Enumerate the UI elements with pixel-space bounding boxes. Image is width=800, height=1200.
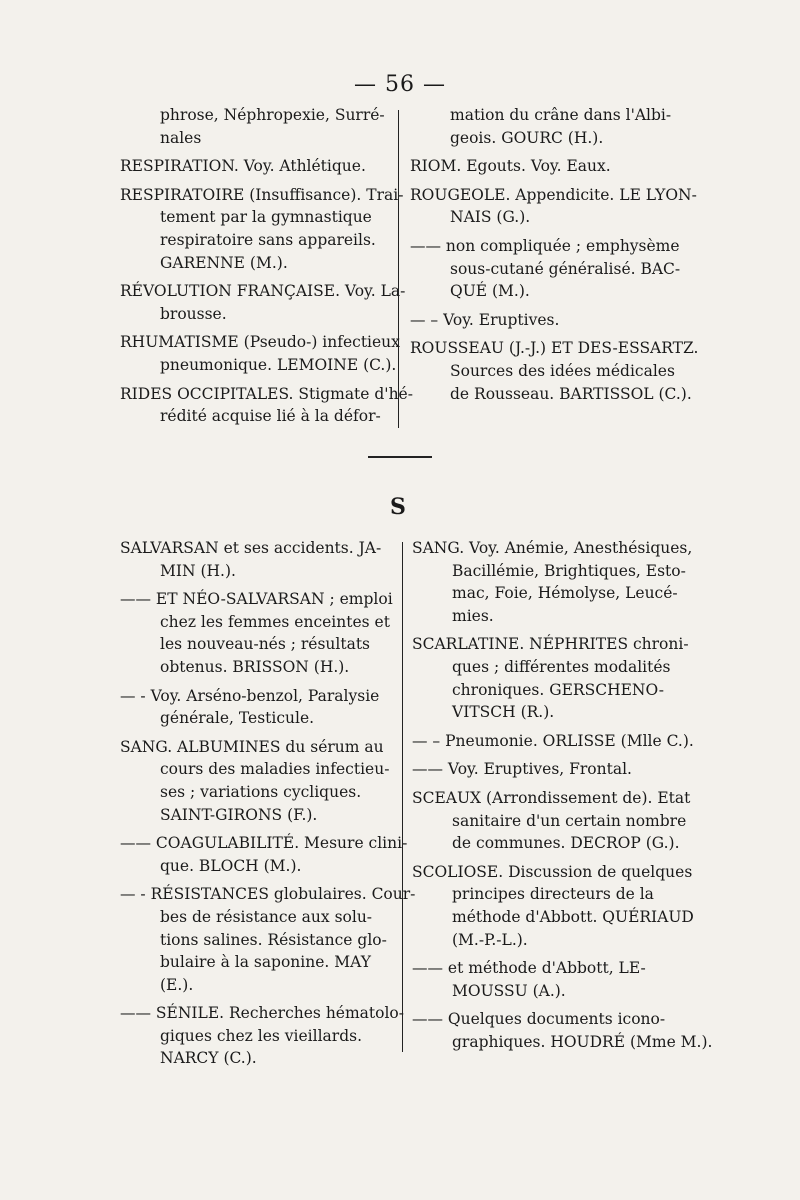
entry-line: MIN (H.). <box>160 561 236 580</box>
entry-line: giques chez les vieillards. <box>160 1026 362 1045</box>
entry-line: chroniques. GERSCHENO- <box>452 680 664 699</box>
entry-line: —— Quelques documents icono- <box>412 1010 666 1029</box>
entry-line: bes de résistance aux solu- <box>160 907 373 926</box>
entry-line: mac, Foie, Hémolyse, Leucé- <box>452 584 678 603</box>
entry-line: ROUSSEAU (J.-J.) ET DES-ESSARTZ. <box>410 339 699 358</box>
entry-line: méthode d'Abbott. QUÉRIAUD <box>452 907 694 926</box>
index-entry <box>120 280 406 325</box>
entry-line: QUÉ (M.). <box>450 282 530 301</box>
entry-line: (E.). <box>160 975 194 994</box>
entry-line: mation du crâne dans l'Albi- <box>450 106 672 124</box>
entry-line: de Rousseau. BARTISSOL (C.). <box>450 384 692 403</box>
entry-line: que. BLOCH (M.). <box>160 856 302 875</box>
index-entry <box>412 730 694 753</box>
index-entry <box>412 957 687 1002</box>
entry-line: RESPIRATOIRE (Insuffisance). Trai- <box>120 185 404 204</box>
column-top-right <box>410 104 699 411</box>
entry-line: NAIS (G.). <box>450 208 531 227</box>
entry-line: (M.-P.-L.). <box>452 930 528 949</box>
index-entry <box>410 184 697 229</box>
entry-line: RIOM. Egouts. Voy. Eaux. <box>410 157 611 176</box>
entry-line: graphiques. HOUDRÉ (Mme M.). <box>452 1032 713 1051</box>
entry-line: SCARLATINE. NÉPHRITES chroni- <box>412 635 689 654</box>
entry-line: RÉVOLUTION FRANÇAISE. Voy. La- <box>120 282 406 301</box>
page-number: — 56 — <box>354 72 446 97</box>
index-entry <box>410 155 685 178</box>
entry-line: de communes. DECROP (G.). <box>452 834 680 853</box>
entry-line: —— COAGULABILITÉ. Mesure clini- <box>120 834 408 853</box>
entry-line: chez les femmes enceintes et <box>160 612 390 631</box>
index-entry <box>120 588 392 678</box>
entry-line: SANG. ALBUMINES du sérum au <box>120 737 384 756</box>
entry-line: ses ; variations cycliques. <box>160 782 362 801</box>
entry-line: —— ET NÉO-SALVARSAN ; emploi <box>120 590 393 609</box>
column-top-left <box>120 104 413 434</box>
entry-line: NARCY (C.). <box>160 1049 257 1068</box>
entry-line: rédité acquise lié à la défor- <box>160 407 381 426</box>
index-entry <box>412 537 693 627</box>
entry-line: RHUMATISME (Pseudo-) infectieux <box>120 333 400 352</box>
entry-line: principes directeurs de la <box>452 885 654 904</box>
entry-line: VITSCH (R.). <box>452 703 555 722</box>
entry-line: RIDES OCCIPITALES. Stigmate d'hé- <box>120 384 413 403</box>
entry-line: SAINT-GIRONS (F.). <box>160 805 318 824</box>
entry-line: ROUGEOLE. Appendicite. LE LYON- <box>410 185 697 204</box>
index-entry <box>120 883 416 996</box>
column-bottom-left <box>120 537 416 1076</box>
index-entry <box>120 104 388 149</box>
entry-line: — - Voy. Arséno-benzol, Paralysie <box>120 686 380 705</box>
index-entry <box>120 383 413 428</box>
index-entry <box>412 1008 713 1053</box>
entry-line: ques ; différentes modalités <box>452 657 671 676</box>
entry-line: tement par la gymnastique <box>160 208 372 227</box>
entry-line: respiratoire sans appareils. <box>160 230 376 249</box>
entry-line: brousse. <box>160 304 227 323</box>
column-divider-bottom <box>402 542 403 1052</box>
entry-line: générale, Testicule. <box>160 709 315 728</box>
entry-line: RESPIRATION. Voy. Athlétique. <box>120 157 366 176</box>
entry-line: — – Voy. Eruptives. <box>410 310 560 329</box>
entry-line: bulaire à la saponine. MAY <box>160 953 371 972</box>
entry-line: —— et méthode d'Abbott, LE- <box>412 959 646 978</box>
entry-line: SALVARSAN et ses accidents. JA- <box>120 539 382 557</box>
index-entry <box>120 736 392 826</box>
entry-line: —— Voy. Eruptives, Frontal. <box>412 760 632 779</box>
entry-line: GARENNE (M.). <box>160 253 288 272</box>
entry-line: phrose, Néphropexie, Surré- <box>160 106 385 124</box>
entry-line: MOUSSU (A.). <box>452 981 566 1000</box>
index-entry <box>410 337 699 405</box>
index-entry <box>412 633 687 723</box>
index-entry <box>120 155 388 178</box>
index-entry <box>412 787 691 855</box>
entry-line: cours des maladies infectieu- <box>160 760 390 779</box>
index-entry <box>412 861 694 951</box>
entry-line: Sources des idées médicales <box>450 361 675 380</box>
section-rule <box>368 456 432 458</box>
entry-line: nales <box>160 128 202 147</box>
index-entry <box>410 235 685 303</box>
entry-line: —— non compliquée ; emphysème <box>410 236 680 255</box>
entry-line: tions salines. Résistance glo- <box>160 930 387 949</box>
entry-line: — – Pneumonie. ORLISSE (Mlle C.). <box>412 731 694 750</box>
entry-line: les nouveau-nés ; résultats <box>160 635 371 654</box>
index-entry <box>412 758 687 781</box>
entry-line: geois. GOURC (H.). <box>450 128 604 147</box>
index-entry <box>410 309 685 332</box>
index-entry <box>120 685 392 730</box>
index-entry <box>410 104 685 149</box>
index-entry <box>120 832 408 877</box>
entry-line: SANG. Voy. Anémie, Anesthésiques, <box>412 539 693 557</box>
column-divider-top <box>398 110 399 428</box>
entry-line: Bacillémie, Brightiques, Esto- <box>452 561 686 580</box>
entry-line: sous-cutané généralisé. BAC- <box>450 259 681 278</box>
index-entry <box>120 537 392 582</box>
index-entry <box>120 331 400 376</box>
entry-line: —— SÉNILE. Recherches hématolo- <box>120 1004 404 1023</box>
entry-line: sanitaire d'un certain nombre <box>452 811 687 830</box>
entry-line: mies. <box>452 606 494 625</box>
entry-line: — - RÉSISTANCES globulaires. Cour- <box>120 885 416 904</box>
entry-line: pneumonique. LEMOINE (C.). <box>160 355 397 374</box>
index-entry <box>120 184 404 274</box>
section-letter: S <box>390 494 406 520</box>
entry-line: SCEAUX (Arrondissement de). Etat <box>412 788 691 807</box>
index-entry <box>120 1002 404 1070</box>
entry-line: SCOLIOSE. Discussion de quelques <box>412 862 693 881</box>
column-bottom-right <box>412 537 713 1059</box>
entry-line: obtenus. BRISSON (H.). <box>160 657 350 676</box>
